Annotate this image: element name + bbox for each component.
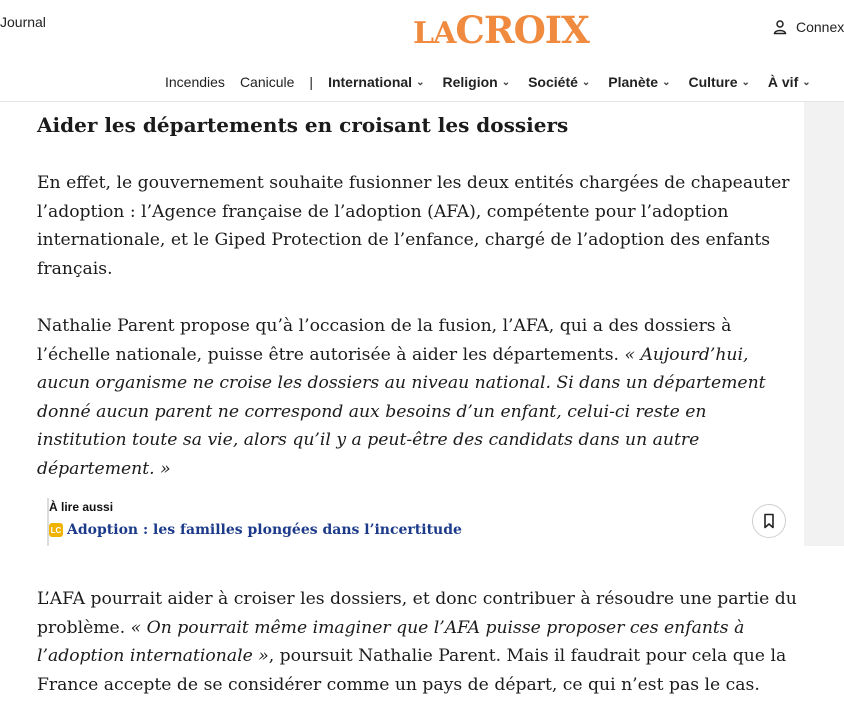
nav-item-international[interactable] — [328, 74, 424, 90]
nav-item-societe[interactable] — [528, 74, 590, 90]
bookmark-button[interactable] — [752, 504, 786, 538]
user-icon — [772, 19, 788, 35]
nav-item-a-vif[interactable] — [768, 74, 811, 90]
nav-label: International — [328, 74, 413, 90]
nav-item-incendies[interactable]: Incendies — [165, 74, 225, 90]
paragraph-2-quote: « Aujourd’hui, aucun organisme ne croise les dossiers au niveau national. Si dans un département donné aucun parent ne correspond aux besoins d’un enfant, celui-ci reste en institution toute sa vie, alors qu’il y a peut-être des candidats dans un autre département. » — [37, 344, 766, 479]
paragraph-2 — [37, 312, 797, 483]
site-logo[interactable] — [413, 8, 589, 52]
related-article-title: Adoption : les familles plongées dans l’incertitude — [67, 522, 462, 538]
related-article-link[interactable] — [49, 522, 462, 538]
chevron-down-icon: ⌄ — [802, 76, 811, 88]
nav-item-religion[interactable] — [442, 74, 510, 90]
section-heading: Aider les départements en croisant les dossiers — [37, 113, 569, 137]
nav-label: Société — [528, 74, 578, 90]
nav-label: Culture — [688, 74, 738, 90]
main-nav — [165, 74, 829, 90]
nav-separator: | — [309, 74, 314, 90]
paragraph-3-text-b: , poursuit Nathalie Parent. Mais il faudrait pour cela que la France accepte de se considérer comme un pays de départ, ce qui n’est pas le cas. — [37, 646, 787, 695]
chevron-down-icon: ⌄ — [741, 76, 750, 88]
nav-item-canicule[interactable]: Canicule — [239, 74, 295, 90]
sidebar-background — [804, 102, 844, 546]
nav-label: Planète — [608, 74, 659, 90]
chevron-down-icon: ⌄ — [416, 76, 425, 88]
nav-item-planete[interactable] — [608, 74, 670, 90]
site-header — [0, 0, 844, 102]
logo-part-la: LA — [413, 16, 456, 51]
chevron-down-icon: ⌄ — [662, 76, 671, 88]
journal-link[interactable]: Journal — [0, 14, 46, 30]
logo-part-croix: CROIX — [455, 8, 589, 52]
chevron-down-icon: ⌄ — [501, 76, 511, 88]
login-label: Connex — [796, 19, 844, 35]
login-button[interactable] — [772, 19, 844, 35]
la-croix-badge-icon: LC — [49, 523, 63, 537]
bookmark-icon — [762, 513, 776, 529]
paragraph-3-text-a: L’AFA pourrait aider à croiser les dossiers, et donc contribuer à résoudre une partie du problème. — [37, 589, 797, 638]
related-article-box — [47, 498, 787, 546]
paragraph-1: En effet, le gouvernement souhaite fusionner les deux entités chargées de chapeauter l’adoption : l’Agence française de l’adoption (AFA), compétente pour l’adoption internationale, et le Giped Protection de l’enfance, chargé de l’adoption des enfants français. — [37, 173, 790, 279]
nav-item-culture[interactable] — [689, 74, 750, 90]
nav-label: Religion — [442, 74, 498, 90]
related-kicker: À lire aussi — [49, 500, 114, 514]
nav-label: À vif — [767, 74, 799, 90]
paragraph-2-text: Nathalie Parent propose qu’à l’occasion de la fusion, l’AFA, qui a des dossiers à l’échelle nationale, puisse être autorisée à aider les départements. — [37, 316, 732, 365]
paragraph-3 — [37, 585, 797, 699]
chevron-down-icon: ⌄ — [581, 76, 591, 88]
paragraph-3-quote: « On pourrait même imaginer que l’AFA puisse proposer ces enfants à l’adoption internationale » — [37, 617, 745, 666]
